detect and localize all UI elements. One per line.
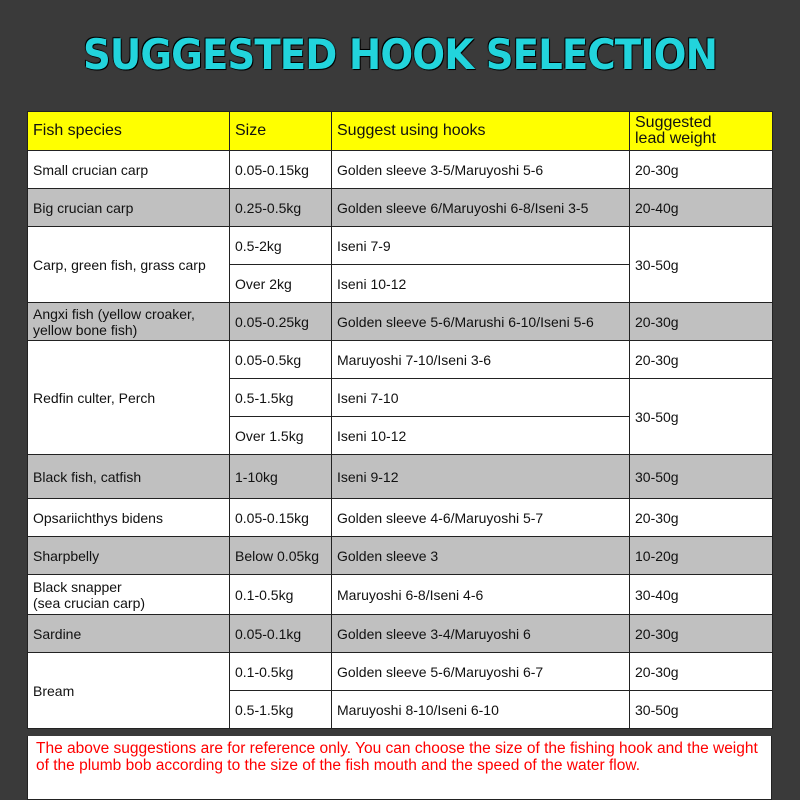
hooks-cell: Maruyoshi 8-10/Iseni 6-10: [332, 691, 630, 729]
hook-selection-table: [27, 111, 773, 729]
weight-cell: 20-30g: [630, 499, 773, 537]
table-row: [28, 537, 773, 575]
header-lead-weight: [630, 112, 773, 151]
page-title: SUGGESTED HOOK SELECTION: [82, 30, 717, 79]
species-cell: Bream: [28, 653, 230, 729]
hooks-cell: Iseni 10-12: [332, 265, 630, 303]
size-cell: 1-10kg: [230, 455, 332, 499]
hooks-cell: Maruyoshi 6-8/Iseni 4-6: [332, 575, 630, 615]
size-cell: 0.05-0.25kg: [230, 303, 332, 341]
species-cell: Small crucian carp: [28, 151, 230, 189]
weight-cell: 20-40g: [630, 189, 773, 227]
size-cell: Below 0.05kg: [230, 537, 332, 575]
header-lead-line1: Suggested: [635, 114, 712, 131]
table-row: [28, 303, 773, 341]
weight-cell: 20-30g: [630, 341, 773, 379]
header-fish-species: Fish species: [28, 112, 230, 151]
table-row: [28, 615, 773, 653]
hooks-cell: Maruyoshi 7-10/Iseni 3-6: [332, 341, 630, 379]
weight-cell: 30-50g: [630, 455, 773, 499]
size-cell: 0.1-0.5kg: [230, 653, 332, 691]
species-cell: Sardine: [28, 615, 230, 653]
size-cell: 0.5-1.5kg: [230, 379, 332, 417]
size-cell: 0.5-2kg: [230, 227, 332, 265]
table-row: [28, 455, 773, 499]
species-cell: [28, 575, 230, 615]
table-row: [28, 151, 773, 189]
species-cell: Carp, green fish, grass carp: [28, 227, 230, 303]
hooks-cell: Iseni 9-12: [332, 455, 630, 499]
weight-cell: 20-30g: [630, 615, 773, 653]
species-line1: Angxi fish (yellow croaker,: [33, 305, 195, 322]
table-row: [28, 189, 773, 227]
hooks-cell: Golden sleeve 4-6/Maruyoshi 5-7: [332, 499, 630, 537]
size-cell: 0.1-0.5kg: [230, 575, 332, 615]
weight-cell: 20-30g: [630, 303, 773, 341]
species-line1: Black snapper: [33, 578, 122, 595]
size-cell: Over 1.5kg: [230, 417, 332, 455]
size-cell: 0.25-0.5kg: [230, 189, 332, 227]
hooks-cell: Iseni 7-10: [332, 379, 630, 417]
hooks-cell: Golden sleeve 3-4/Maruyoshi 6: [332, 615, 630, 653]
species-line2: (sea crucian carp): [33, 594, 146, 611]
hooks-cell: Iseni 10-12: [332, 417, 630, 455]
weight-cell: 30-50g: [630, 227, 773, 303]
species-line2: yellow bone fish): [33, 321, 138, 338]
table-row: [28, 653, 773, 691]
hooks-cell: Golden sleeve 3: [332, 537, 630, 575]
hooks-cell: Golden sleeve 3-5/Maruyoshi 5-6: [332, 151, 630, 189]
weight-cell: 20-30g: [630, 653, 773, 691]
species-cell: Opsariichthys bidens: [28, 499, 230, 537]
table-row: [28, 341, 773, 379]
size-cell: 0.05-0.15kg: [230, 151, 332, 189]
size-cell: 0.05-0.5kg: [230, 341, 332, 379]
weight-cell: 30-50g: [630, 691, 773, 729]
weight-cell: 30-40g: [630, 575, 773, 615]
hooks-cell: Golden sleeve 6/Maruyoshi 6-8/Iseni 3-5: [332, 189, 630, 227]
species-cell: [28, 303, 230, 341]
table-row: [28, 499, 773, 537]
size-cell: 0.05-0.1kg: [230, 615, 332, 653]
size-cell: 0.05-0.15kg: [230, 499, 332, 537]
species-cell: Black fish, catfish: [28, 455, 230, 499]
hooks-cell: Golden sleeve 5-6/Maruyoshi 6-7: [332, 653, 630, 691]
reference-note: The above suggestions are for reference only. You can choose the size of the fishing hook and the weight of the plumb bob according to the size of the fish mouth and the speed of the water flow.: [27, 736, 772, 800]
table-row: [28, 227, 773, 265]
header-size: Size: [230, 112, 332, 151]
table-header-row: [28, 112, 773, 151]
header-hooks: Suggest using hooks: [332, 112, 630, 151]
weight-cell: 20-30g: [630, 151, 773, 189]
species-cell: Big crucian carp: [28, 189, 230, 227]
weight-cell: 10-20g: [630, 537, 773, 575]
species-cell: Sharpbelly: [28, 537, 230, 575]
hooks-cell: Iseni 7-9: [332, 227, 630, 265]
size-cell: Over 2kg: [230, 265, 332, 303]
header-lead-line2: lead weight: [635, 130, 716, 147]
weight-cell: 30-50g: [630, 379, 773, 455]
table-row: [28, 575, 773, 615]
size-cell: 0.5-1.5kg: [230, 691, 332, 729]
hooks-cell: Golden sleeve 5-6/Marushi 6-10/Iseni 5-6: [332, 303, 630, 341]
species-cell: Redfin culter, Perch: [28, 341, 230, 455]
